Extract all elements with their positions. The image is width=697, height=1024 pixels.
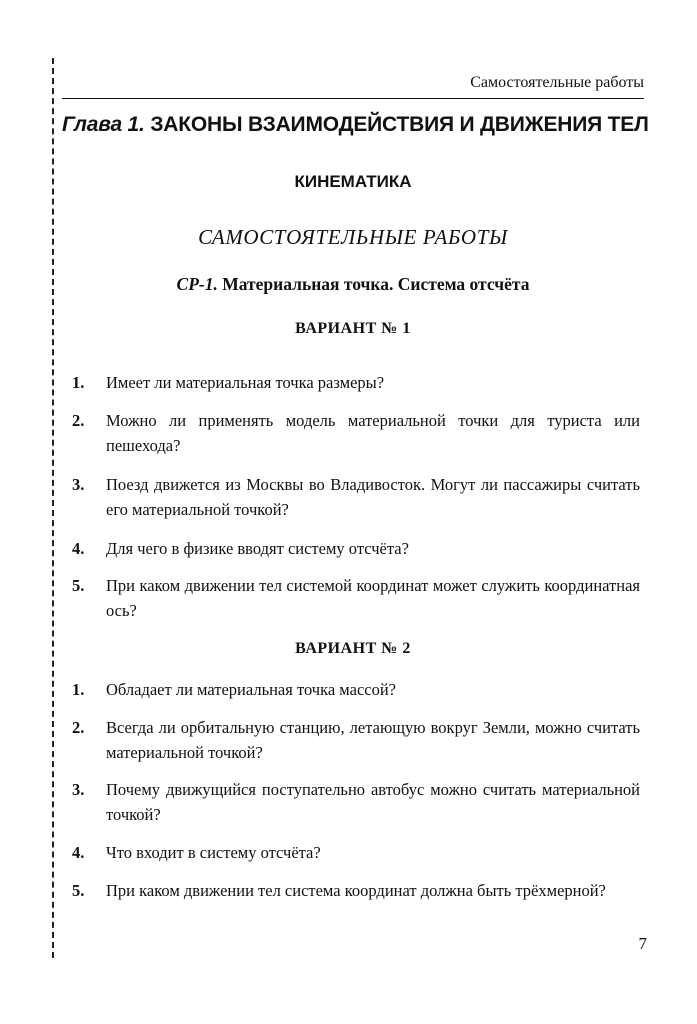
- question-text: Имеет ли материальная точка размеры?: [106, 373, 385, 392]
- question-text: Всегда ли орбитальную станцию, летающую вокруг Земли, можно считать материальной точкой?: [106, 718, 640, 762]
- chapter-title: [62, 113, 662, 137]
- section-title: КИНЕМАТИКА: [294, 172, 412, 191]
- v2-question-3: [62, 777, 640, 827]
- question-text: Можно ли применять модель материальной точки для туриста или пешехода?: [106, 411, 640, 455]
- v2-question-5: [62, 878, 640, 903]
- work-code: СР-1.: [176, 274, 218, 294]
- question-text: Обладает ли материальная точка массой?: [106, 680, 396, 699]
- question-number: 5.: [72, 576, 85, 595]
- question-number: 1.: [72, 373, 85, 392]
- question-number: 1.: [72, 680, 85, 699]
- question-number: 3.: [72, 780, 85, 799]
- question-number: 3.: [72, 475, 85, 494]
- question-text: Почему движущийся поступательно автобус можно считать материальной точкой?: [106, 780, 640, 824]
- question-text: Для чего в физике вводят систему отсчёта?: [106, 539, 409, 558]
- subsection-title: САМОСТОЯТЕЛЬНЫЕ РАБОТЫ: [198, 225, 508, 249]
- question-number: 4.: [72, 539, 85, 558]
- question-number: 2.: [72, 718, 85, 737]
- chapter-name: ЗАКОНЫ ВЗАИМОДЕЙСТВИЯ И ДВИЖЕНИЯ ТЕЛ: [150, 113, 649, 136]
- running-header-text: Самостоятельные работы: [470, 74, 644, 91]
- v1-question-3: [62, 472, 640, 522]
- question-number: 4.: [72, 843, 85, 862]
- work-title: [62, 274, 644, 295]
- page-number: 7: [638, 934, 647, 953]
- v1-question-2: [62, 408, 640, 458]
- question-number: 2.: [72, 411, 85, 430]
- v1-question-4: [62, 536, 640, 561]
- question-number: 5.: [72, 881, 85, 900]
- v1-question-5: [62, 573, 640, 623]
- running-header: [62, 70, 644, 99]
- question-text: Что входит в систему отсчёта?: [106, 843, 321, 862]
- question-text: При каком движении тел системой координат может служить координатная ось?: [106, 576, 640, 620]
- page-cut-line: [52, 58, 54, 958]
- variant-title-2: ВАРИАНТ № 2: [295, 640, 411, 657]
- v2-question-4: [62, 840, 640, 865]
- v1-question-1: [62, 370, 640, 395]
- v2-question-1: [62, 677, 640, 702]
- variant-title-1: ВАРИАНТ № 1: [295, 320, 411, 337]
- v2-question-2: [62, 715, 640, 765]
- question-text: Поезд движется из Москвы во Владивосток. Могут ли пассажиры считать его материальной точкой?: [106, 475, 640, 519]
- question-text: При каком движении тел система координат должна быть трёхмерной?: [106, 881, 606, 900]
- chapter-prefix: Глава 1.: [62, 113, 145, 136]
- work-name: Материальная точка. Система отсчёта: [222, 274, 530, 294]
